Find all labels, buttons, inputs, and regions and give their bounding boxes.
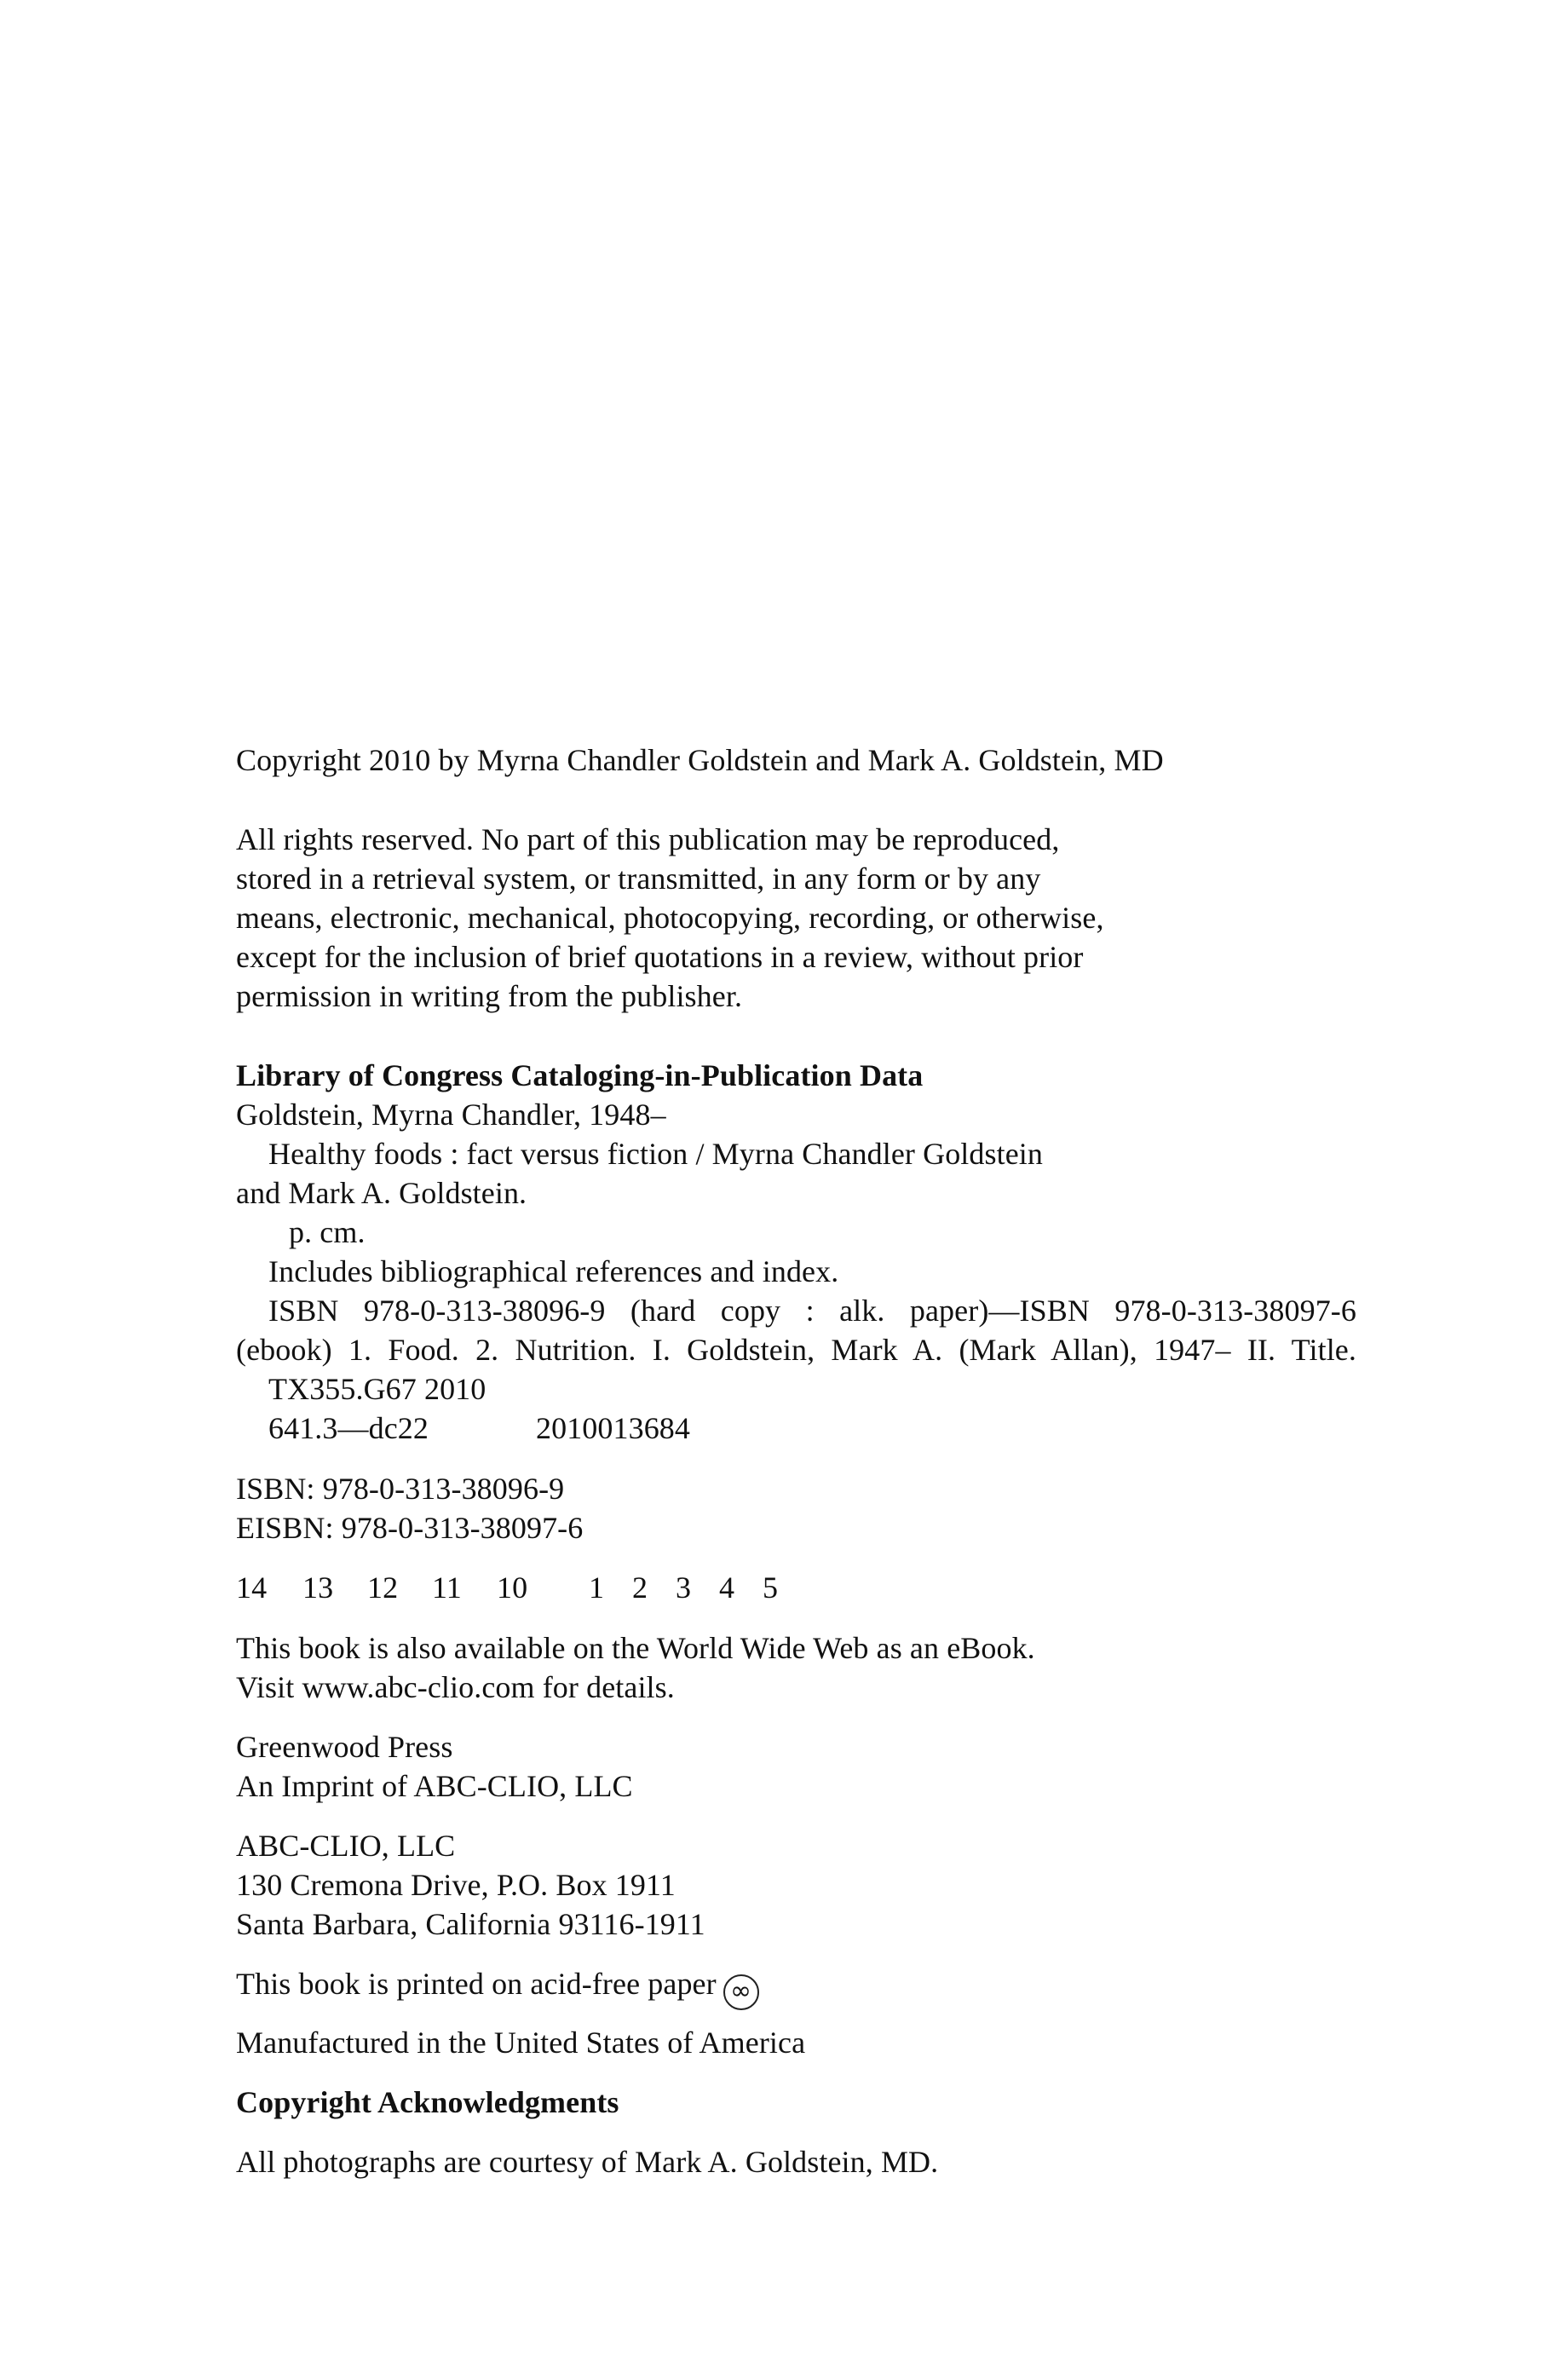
print-number: 5 [763,1570,779,1605]
ebook-note-line-1: This book is also available on the World Wide Web as an eBook. [236,1631,1035,1665]
copyright-page [236,0,1429,2380]
acknowledgments-heading: Copyright Acknowledgments [236,2085,619,2119]
rights-line-2: stored in a retrieval system, or transmitted, in any form or by any [236,862,1041,896]
ebook-note-line-2: Visit www.abc-clio.com for details. [236,1670,675,1704]
eisbn-line: EISBN: 978-0-313-38097-6 [236,1511,584,1545]
print-number: 4 [719,1570,735,1605]
print-number: 1 [589,1570,605,1605]
cip-includes: Includes bibliographical references and index. [268,1254,839,1288]
manufactured-line: Manufactured in the United States of America [236,2026,806,2060]
acid-free-paper-note [236,1964,759,2010]
address-city: Santa Barbara, California 93116-1911 [236,1907,705,1941]
print-line [236,1568,797,1607]
imprint-name: Greenwood Press [236,1730,453,1764]
isbn-line: ISBN: 978-0-313-38096-9 [236,1472,565,1506]
print-number: 3 [676,1570,692,1605]
print-number: 13 [302,1570,334,1605]
rights-line-5: permission in writing from the publisher. [236,979,743,1013]
cip-title-line-2: and Mark A. Goldstein. [236,1176,527,1210]
rights-line-1: All rights reserved. No part of this publication may be reproduced, [236,822,1060,856]
address-company: ABC-CLIO, LLC [236,1829,456,1863]
address-street: 130 Cremona Drive, P.O. Box 1911 [236,1868,676,1902]
cip-lccn: 2010013684 [536,1411,690,1445]
cip-dewey: 641.3—dc22 [268,1411,429,1445]
rights-line-3: means, electronic, mechanical, photocopying, recording, or otherwise, [236,901,1104,935]
copyright-line: Copyright 2010 by Myrna Chandler Goldstein and Mark A. Goldstein, MD [236,743,1164,777]
print-number: 11 [432,1570,462,1605]
imprint-parent: An Imprint of ABC-CLIO, LLC [236,1769,633,1803]
print-number: 12 [367,1570,399,1605]
rights-line-4: except for the inclusion of brief quotations in a review, without prior [236,940,1084,974]
cip-author: Goldstein, Myrna Chandler, 1948– [236,1098,666,1132]
cip-isbn-line-1: ISBN 978-0-313-38096-9 (hard copy : alk. paper)—ISBN 978-0-313-38097-6 [268,1294,1356,1328]
cip-pcm: p. cm. [289,1215,366,1249]
cip-title-line-1: Healthy foods : fact versus fiction / Myrna Chandler Goldstein [268,1137,1043,1171]
infinity-paper-icon: ∞ [723,1974,759,2010]
print-number: 14 [236,1570,268,1605]
cip-isbn-line-2: (ebook) 1. Food. 2. Nutrition. I. Goldstein, Mark A. (Mark Allan), 1947– II. Title. [236,1333,1356,1367]
cip-lc-class: TX355.G67 2010 [268,1372,486,1406]
acknowledgments-text: All photographs are courtesy of Mark A. Goldstein, MD. [236,2145,939,2179]
cip-heading: Library of Congress Cataloging-in-Publication Data [236,1058,924,1092]
acid-free-paper-text: This book is printed on acid-free paper [236,1967,717,2001]
print-number: 2 [632,1570,648,1605]
print-number: 10 [497,1570,528,1605]
